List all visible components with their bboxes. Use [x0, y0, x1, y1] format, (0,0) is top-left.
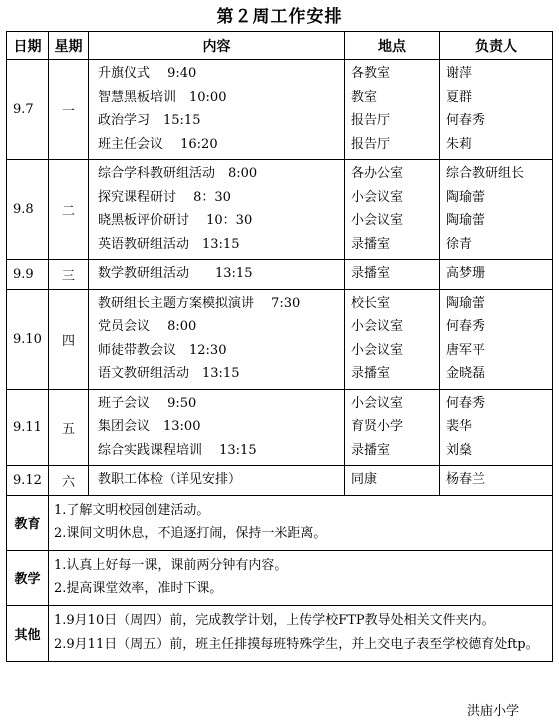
- location-item: 小会议室: [351, 395, 404, 411]
- person-item: 谢萍: [446, 66, 473, 81]
- day-activity-cell: [89, 466, 345, 496]
- person-item: 杨春兰: [446, 472, 486, 487]
- day-date: 9.7: [7, 60, 49, 160]
- header-weekday: 星期: [49, 32, 89, 60]
- activity-list: [89, 290, 344, 389]
- location-item: 小会议室: [351, 319, 404, 334]
- header-location: 地点: [345, 32, 440, 60]
- person-item: 何春秀: [446, 319, 486, 334]
- person-item: 徐青: [446, 236, 473, 252]
- person-list: [440, 390, 552, 466]
- activity-item: 综合实践课程培训 13:15: [98, 442, 257, 458]
- activity-item: 党员会议 8:00: [98, 319, 197, 334]
- day-person-cell: [440, 289, 553, 389]
- activity-list: [89, 260, 344, 289]
- header-content: 内容: [89, 32, 345, 60]
- day-person-cell: [440, 466, 553, 496]
- day-person-cell: [440, 389, 553, 466]
- location-item: 育贤小学: [351, 419, 404, 434]
- note-item: 1.认真上好每一课，课前两分钟有内容。: [54, 557, 288, 573]
- note-item: 1.9月10日（周四）前，完成教学计划，上传学校FTP教导处相关文件夹内。: [54, 612, 495, 628]
- location-item: 报告厅: [351, 113, 391, 128]
- day-location-cell: [345, 389, 440, 466]
- activity-list: [89, 60, 344, 159]
- location-item: 小会议室: [351, 189, 404, 205]
- schedule-body: [7, 60, 553, 496]
- activity-list: [89, 390, 344, 466]
- person-item: 夏群: [446, 89, 473, 105]
- day-activity-cell: [89, 260, 345, 290]
- activity-item: 升旗仪式 9:40: [98, 66, 197, 81]
- person-list: [440, 290, 552, 389]
- note-item: 2.9月11日（周五）前，班主任排摸每班特殊学生，并上交电子表至学校德育处ftp。: [54, 636, 539, 652]
- person-item: 陶瑜蕾: [446, 213, 486, 228]
- day-weekday: 一: [49, 60, 89, 160]
- location-item: 录播室: [351, 266, 391, 281]
- note-label: 教学: [7, 550, 49, 605]
- activity-item: 集团会议 13:00: [98, 419, 201, 434]
- note-row: [7, 550, 553, 605]
- location-item: 小会议室: [351, 213, 404, 228]
- note-item: 2.课间文明休息，不追逐打闹，保持一米距离。: [54, 526, 327, 541]
- day-date: 9.9: [7, 260, 49, 290]
- location-item: 小会议室: [351, 342, 404, 358]
- day-location-cell: [345, 260, 440, 290]
- day-person-cell: [440, 60, 553, 160]
- location-list: [345, 60, 439, 159]
- location-item: 录播室: [351, 442, 391, 458]
- location-item: 录播室: [351, 236, 391, 252]
- activity-item: 教研组长主题方案模拟演讲 7:30: [98, 295, 301, 311]
- day-activity-cell: [89, 160, 345, 260]
- person-item: 唐军平: [446, 342, 486, 358]
- schedule-table: [6, 31, 553, 662]
- person-item: 刘燊: [446, 442, 473, 458]
- person-list: [440, 60, 552, 159]
- person-item: 裴华: [446, 419, 473, 434]
- activity-item: 综合学科教研组活动 8:00: [98, 166, 258, 181]
- note-content: [49, 550, 553, 605]
- header-row: [7, 32, 553, 60]
- activity-item: 语文教研组活动 13:15: [98, 366, 240, 381]
- note-item: 1.了解文明校园创建活动。: [54, 502, 210, 518]
- note-content: [49, 605, 553, 661]
- day-person-cell: [440, 160, 553, 260]
- school-name: 洪庙小学: [466, 704, 519, 719]
- activity-list: [89, 466, 344, 495]
- location-item: 各办公室: [351, 166, 404, 181]
- day-row: [7, 289, 553, 389]
- person-list: [440, 160, 552, 259]
- location-item: 录播室: [351, 366, 391, 381]
- day-weekday: 六: [49, 466, 89, 496]
- day-location-cell: [345, 60, 440, 160]
- day-date: 9.12: [7, 466, 49, 496]
- day-location-cell: [345, 160, 440, 260]
- day-row: [7, 260, 553, 290]
- activity-item: 教职工体检（详见安排）: [98, 472, 242, 487]
- note-row: [7, 495, 553, 550]
- page-title: 第２周工作安排: [216, 7, 343, 27]
- person-item: 何春秀: [446, 113, 486, 128]
- activity-item: 晓黑板评价研讨 10：30: [98, 213, 253, 228]
- day-weekday: 三: [49, 260, 89, 290]
- day-activity-cell: [89, 389, 345, 466]
- note-row: [7, 605, 553, 661]
- activity-item: 智慧黑板培训 10:00: [98, 89, 227, 105]
- day-activity-cell: [89, 289, 345, 389]
- person-item: 陶瑜蕾: [446, 189, 486, 205]
- location-item: 校长室: [351, 295, 391, 311]
- day-weekday: 二: [49, 160, 89, 260]
- day-person-cell: [440, 260, 553, 290]
- activity-list: [89, 160, 344, 259]
- day-location-cell: [345, 466, 440, 496]
- note-item: 2.提高课堂效率，准时下课。: [54, 581, 223, 596]
- activity-item: 师徒带教会议 12:30: [98, 342, 227, 358]
- day-row: [7, 389, 553, 466]
- location-list: [345, 290, 439, 389]
- location-list: [345, 390, 439, 466]
- activity-item: 班主任会议 16:20: [98, 136, 218, 152]
- person-list: [440, 260, 552, 289]
- day-date: 9.11: [7, 389, 49, 466]
- activity-item: 政治学习 15:15: [98, 113, 201, 128]
- day-activity-cell: [89, 60, 345, 160]
- day-weekday: 五: [49, 389, 89, 466]
- person-item: 陶瑜蕾: [446, 295, 486, 311]
- notes-body: [7, 495, 553, 661]
- note-label: 其他: [7, 605, 49, 661]
- location-list: [345, 466, 439, 495]
- person-item: 朱莉: [446, 136, 473, 152]
- location-item: 同康: [351, 472, 378, 487]
- note-label: 教育: [7, 495, 49, 550]
- person-item: 何春秀: [446, 395, 486, 411]
- day-date: 9.10: [7, 289, 49, 389]
- header-person: 负责人: [440, 32, 553, 60]
- location-item: 报告厅: [351, 136, 391, 152]
- activity-item: 班子会议 9:50: [98, 395, 197, 411]
- location-item: 各教室: [351, 66, 391, 81]
- day-row: [7, 160, 553, 260]
- person-item: 综合教研组长: [446, 166, 525, 181]
- person-item: 金晓磊: [446, 366, 486, 381]
- person-list: [440, 466, 552, 495]
- location-list: [345, 260, 439, 289]
- location-item: 教室: [351, 89, 378, 105]
- day-weekday: 四: [49, 289, 89, 389]
- header-date: 日期: [7, 32, 49, 60]
- activity-item: 探究课程研讨 8：30: [98, 189, 231, 205]
- person-item: 高梦珊: [446, 266, 486, 281]
- day-row: [7, 466, 553, 496]
- location-list: [345, 160, 439, 259]
- day-location-cell: [345, 289, 440, 389]
- activity-item: 英语教研组活动 13:15: [98, 236, 240, 252]
- day-row: [7, 60, 553, 160]
- activity-item: 数学教研组活动 13:15: [98, 266, 253, 281]
- day-date: 9.8: [7, 160, 49, 260]
- note-content: [49, 495, 553, 550]
